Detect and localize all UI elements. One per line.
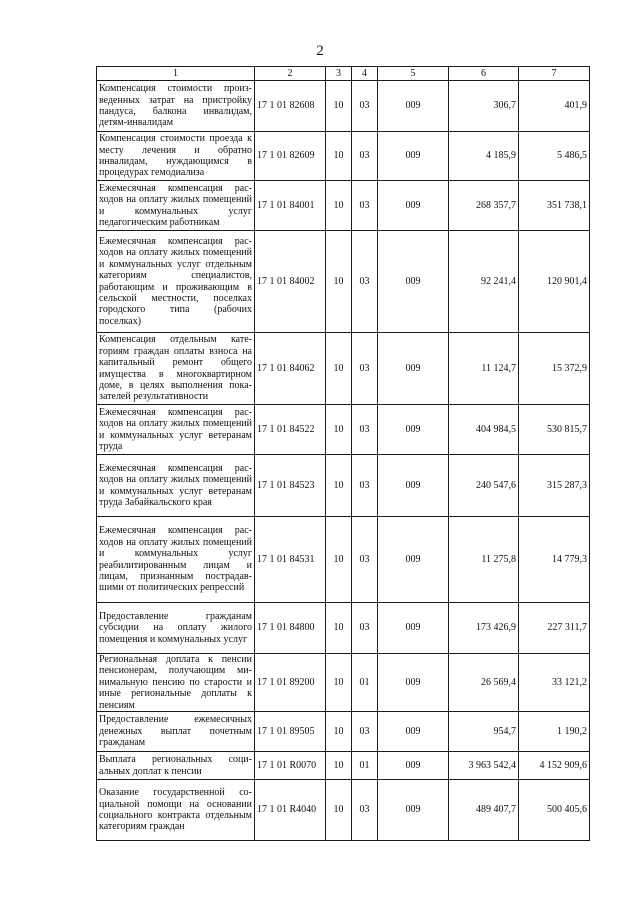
row-value-6: 173 426,9	[449, 603, 519, 654]
row-description: Ежемесячная компенсация расходов на оплату жилых помещений и коммунальных услуг педагогическим работникам	[97, 181, 255, 231]
row-col4: 03	[352, 780, 378, 841]
row-value-6: 268 357,7	[449, 181, 519, 231]
row-value-7: 315 287,3	[519, 455, 590, 517]
table-row	[97, 752, 590, 780]
row-description: Компенсация стоимости проезда к месту лечения и обратно инвалидам, нуждающимся в процедурах гемодиализа	[97, 132, 255, 181]
row-value-7: 530 815,7	[519, 405, 590, 455]
table-row	[97, 333, 590, 405]
row-description: Предоставление гражданам субсидии на оплату жилого помещения и коммунальных услуг	[97, 603, 255, 654]
row-code: 17 1 01 84002	[255, 231, 326, 333]
column-header-6: 6	[449, 67, 519, 81]
row-value-7: 15 372,9	[519, 333, 590, 405]
row-code: 17 1 01 R4040	[255, 780, 326, 841]
row-col4: 03	[352, 231, 378, 333]
table-row	[97, 780, 590, 841]
row-value-6: 954,7	[449, 712, 519, 752]
row-col5: 009	[378, 333, 449, 405]
row-code: 17 1 01 84800	[255, 603, 326, 654]
row-value-7: 351 738,1	[519, 181, 590, 231]
row-col3: 10	[326, 780, 352, 841]
row-col3: 10	[326, 231, 352, 333]
row-value-6: 11 275,8	[449, 517, 519, 603]
table-row	[97, 455, 590, 517]
row-col4: 03	[352, 603, 378, 654]
row-col3: 10	[326, 181, 352, 231]
row-col5: 009	[378, 231, 449, 333]
row-col4: 03	[352, 333, 378, 405]
row-value-6: 240 547,6	[449, 455, 519, 517]
row-description: Ежемесячная компенсация расходов на оплату жилых помещений и коммунальных услуг ветеранам труда	[97, 405, 255, 455]
row-value-7: 14 779,3	[519, 517, 590, 603]
row-code: 17 1 01 84522	[255, 405, 326, 455]
row-value-6: 3 963 542,4	[449, 752, 519, 780]
row-code: 17 1 01 89200	[255, 654, 326, 712]
row-col3: 10	[326, 81, 352, 132]
row-value-7: 1 190,2	[519, 712, 590, 752]
row-col3: 10	[326, 517, 352, 603]
row-col4: 03	[352, 455, 378, 517]
column-header-3: 3	[326, 67, 352, 81]
row-col5: 009	[378, 712, 449, 752]
row-code: 17 1 01 84531	[255, 517, 326, 603]
row-code: 17 1 01 84062	[255, 333, 326, 405]
row-description: Региональная доплата к пенсии пенсионерам, получающим минимальную пенсию по старости и иные региональные доплаты к пенсиям	[97, 654, 255, 712]
row-value-7: 120 901,4	[519, 231, 590, 333]
row-col5: 009	[378, 780, 449, 841]
row-col4: 03	[352, 81, 378, 132]
row-col4: 01	[352, 752, 378, 780]
row-description: Выплата региональных социальных доплат к пенсии	[97, 752, 255, 780]
table-row	[97, 603, 590, 654]
row-value-6: 11 124,7	[449, 333, 519, 405]
row-col4: 01	[352, 654, 378, 712]
row-code: 17 1 01 R0070	[255, 752, 326, 780]
table-header-row	[97, 67, 590, 81]
table-row	[97, 405, 590, 455]
row-col5: 009	[378, 455, 449, 517]
row-col3: 10	[326, 333, 352, 405]
table-row	[97, 132, 590, 181]
row-value-7: 401,9	[519, 81, 590, 132]
row-col4: 03	[352, 517, 378, 603]
row-col5: 009	[378, 132, 449, 181]
row-col3: 10	[326, 712, 352, 752]
row-col4: 03	[352, 132, 378, 181]
row-col3: 10	[326, 603, 352, 654]
row-col5: 009	[378, 181, 449, 231]
row-value-6: 404 984,5	[449, 405, 519, 455]
row-col3: 10	[326, 752, 352, 780]
row-description: Ежемесячная компенсация расходов на оплату жилых помещений и коммунальных услуг ветеранам труда Забайкальского края	[97, 455, 255, 517]
row-col4: 03	[352, 181, 378, 231]
row-col3: 10	[326, 654, 352, 712]
table-row	[97, 231, 590, 333]
row-description: Компенсация отдельным категориям граждан оплаты взноса на капитальный ремонт общего имущества в многоквартирном доме, в целях выполнения показателей результативности	[97, 333, 255, 405]
page-number: 2	[316, 43, 324, 59]
row-description: Компенсация стоимости произведенных затрат на пристройку пандуса, балкона инвалидам, детям-инвалидам	[97, 81, 255, 132]
row-col3: 10	[326, 405, 352, 455]
column-header-2: 2	[255, 67, 326, 81]
column-header-4: 4	[352, 67, 378, 81]
row-value-6: 306,7	[449, 81, 519, 132]
row-col5: 009	[378, 654, 449, 712]
table-row	[97, 81, 590, 132]
column-header-1: 1	[97, 67, 255, 81]
column-header-5: 5	[378, 67, 449, 81]
row-value-7: 4 152 909,6	[519, 752, 590, 780]
row-value-7: 227 311,7	[519, 603, 590, 654]
row-col4: 03	[352, 712, 378, 752]
row-col5: 009	[378, 603, 449, 654]
row-col3: 10	[326, 132, 352, 181]
row-value-6: 489 407,7	[449, 780, 519, 841]
row-code: 17 1 01 82608	[255, 81, 326, 132]
row-value-6: 92 241,4	[449, 231, 519, 333]
row-col5: 009	[378, 752, 449, 780]
budget-table	[96, 66, 590, 841]
row-code: 17 1 01 84523	[255, 455, 326, 517]
row-col5: 009	[378, 405, 449, 455]
column-header-7: 7	[519, 67, 590, 81]
row-col5: 009	[378, 81, 449, 132]
row-value-6: 4 185,9	[449, 132, 519, 181]
row-description: Ежемесячная компенсация расходов на оплату жилых помещений и коммунальных услуг реабилитированным лицам и лицам, признанным пострадавшими от политических репрессий	[97, 517, 255, 603]
row-value-6: 26 569,4	[449, 654, 519, 712]
row-value-7: 5 486,5	[519, 132, 590, 181]
row-code: 17 1 01 89505	[255, 712, 326, 752]
row-col3: 10	[326, 455, 352, 517]
table-row	[97, 654, 590, 712]
row-col5: 009	[378, 517, 449, 603]
row-description: Предоставление ежемесячных денежных выплат почетным гражданам	[97, 712, 255, 752]
row-value-7: 33 121,2	[519, 654, 590, 712]
table-row	[97, 712, 590, 752]
row-value-7: 500 405,6	[519, 780, 590, 841]
row-description: Ежемесячная компенсация расходов на оплату жилых помещений и коммунальных услуг отдельным категориям специалистов, работающим и проживающим в сельской местности, поселках городского типа (рабочих поселках)	[97, 231, 255, 333]
row-code: 17 1 01 84001	[255, 181, 326, 231]
table-row	[97, 181, 590, 231]
row-code: 17 1 01 82609	[255, 132, 326, 181]
row-description: Оказание государственной социальной помощи на основании социального контракта отдельным категориям граждан	[97, 780, 255, 841]
row-col4: 03	[352, 405, 378, 455]
table-row	[97, 517, 590, 603]
